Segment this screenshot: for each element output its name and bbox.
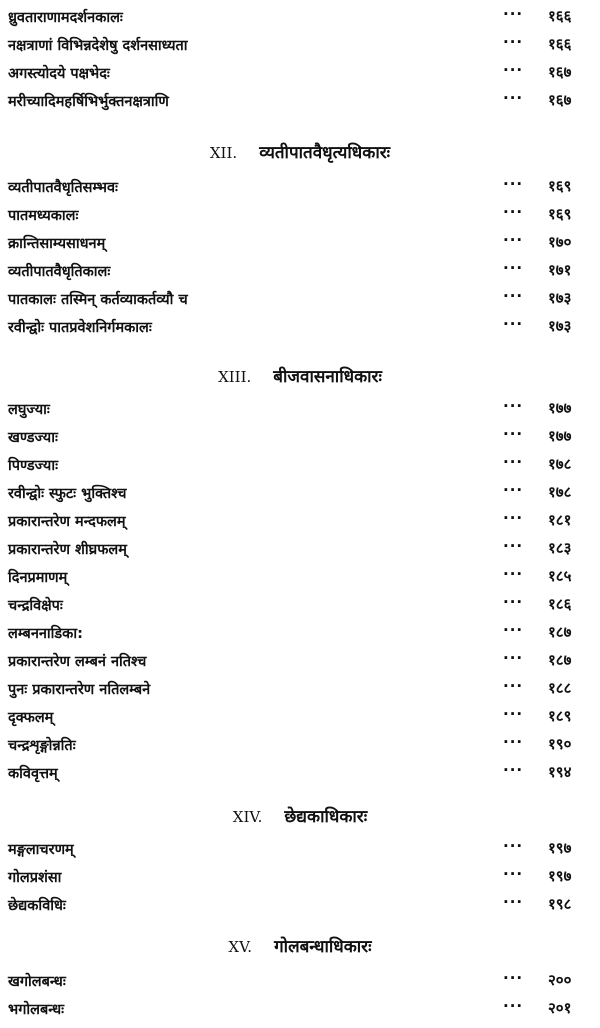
toc-entry (0, 892, 600, 920)
toc-entry (0, 508, 600, 536)
page-number: १७३ (548, 289, 572, 307)
leader-dots: ··· (503, 733, 524, 751)
page-number: १७३ (548, 317, 572, 335)
toc-entry (0, 258, 600, 286)
entry-title: लम्बननाडिका: (8, 626, 83, 642)
toc-section-xiv (0, 836, 600, 920)
toc-section-xii (0, 174, 600, 342)
entry-title: अगस्त्योदये पक्षभेदः (8, 66, 110, 82)
leader-dots: ··· (503, 425, 524, 443)
page-number: १८८ (548, 679, 572, 697)
toc-entry (0, 592, 600, 620)
toc-entry (0, 536, 600, 564)
entry-title: क्रान्तिसाम्यसाधनम् (8, 236, 106, 252)
leader-dots: ··· (503, 453, 524, 471)
page-number: १६७ (548, 91, 572, 109)
page-number: १६६ (548, 7, 572, 25)
leader-dots: ··· (503, 893, 524, 911)
toc-entry (0, 676, 600, 704)
entry-title: भगोलबन्धः (8, 1002, 65, 1018)
leader-dots: ··· (503, 231, 524, 249)
entry-title: व्यतीपातवैधृतिकालः (8, 264, 111, 280)
leader-dots: ··· (503, 481, 524, 499)
entry-title: कविवृत्तम् (8, 766, 58, 782)
leader-dots: ··· (503, 175, 524, 193)
toc-entry (0, 864, 600, 892)
entry-title: रवीन्द्वोः पातप्रवेशनिर्गमकालः (8, 320, 152, 336)
toc-entry (0, 996, 600, 1024)
toc-entry (0, 452, 600, 480)
page-number: १९७ (548, 867, 572, 885)
page-number: १६६ (548, 35, 572, 53)
entry-title: मरीच्यादिमहर्षिभिर्भुक्तनक्षत्राणि (8, 94, 169, 110)
entry-title: छेद्यकविधिः (8, 898, 66, 914)
page-number: १६९ (548, 205, 572, 223)
toc-entry (0, 32, 600, 60)
chapter-title: गोलबन्धाधिकारः (274, 937, 372, 957)
entry-title: खगोलबन्धः (8, 974, 66, 990)
chapter-number: XV. (228, 938, 253, 956)
chapter-number: XIII. (218, 368, 252, 386)
leader-dots: ··· (503, 649, 524, 667)
leader-dots: ··· (503, 565, 524, 583)
toc-entry (0, 836, 600, 864)
toc-entry (0, 88, 600, 116)
entry-title: व्यतीपातवैधृतिसम्भवः (8, 180, 118, 196)
entry-title: रवीन्द्वोः स्फुटः भुक्तिश्च (8, 486, 127, 502)
page-number: १७७ (548, 427, 572, 445)
toc-entry (0, 396, 600, 424)
chapter-heading-xv (0, 934, 600, 968)
leader-dots: ··· (503, 677, 524, 695)
leader-dots: ··· (503, 89, 524, 107)
leader-dots: ··· (503, 969, 524, 987)
leader-dots: ··· (503, 997, 524, 1015)
leader-dots: ··· (503, 315, 524, 333)
page-number: १७० (548, 233, 572, 251)
page-number: १६९ (548, 177, 572, 195)
entry-title: गोलप्रशंसा (8, 870, 62, 886)
page-number: १८७ (548, 651, 572, 669)
leader-dots: ··· (503, 259, 524, 277)
chapter-heading-xiv (0, 804, 600, 838)
toc-entry (0, 286, 600, 314)
entry-title: प्रकारान्तरेण शीघ्रफलम् (8, 542, 127, 558)
chapter-title: छेद्यकाधिकारः (284, 807, 368, 827)
toc-entry (0, 564, 600, 592)
toc-entry (0, 230, 600, 258)
leader-dots: ··· (503, 61, 524, 79)
toc-entry (0, 4, 600, 32)
chapter-title: व्यतीपातवैधृत्यधिकारः (259, 143, 391, 163)
page-number: १८१ (548, 511, 572, 529)
leader-dots: ··· (503, 865, 524, 883)
page-number: १९० (548, 735, 572, 753)
page-number: १८३ (548, 539, 572, 557)
entry-title: पुनः प्रकारान्तरेण नतिलम्बने (8, 682, 151, 698)
chapter-number: XIV. (232, 808, 263, 826)
entry-title: लघुज्याः (8, 402, 50, 418)
leader-dots: ··· (503, 287, 524, 305)
entry-title: चन्द्रशृङ्गोन्नतिः (8, 738, 76, 754)
entry-title: खण्डज्याः (8, 430, 58, 446)
leader-dots: ··· (503, 761, 524, 779)
entry-title: पातकालः तस्मिन् कर्तव्याकर्तव्यौ च (8, 292, 188, 308)
page-number: १७८ (548, 455, 572, 473)
page-number: १९८ (548, 895, 572, 913)
page-number: १८९ (548, 707, 572, 725)
toc-entry (0, 424, 600, 452)
page-number: १९४ (548, 763, 572, 781)
toc-entry (0, 480, 600, 508)
chapter-heading-xii (0, 140, 600, 174)
leader-dots: ··· (503, 509, 524, 527)
leader-dots: ··· (503, 33, 524, 51)
entry-title: प्रकारान्तरेण मन्दफलम् (8, 514, 126, 530)
toc-entry (0, 620, 600, 648)
entry-title: मङ्गलाचरणम् (8, 842, 74, 858)
entry-title: चन्द्रविक्षेपः (8, 598, 63, 614)
toc-entry (0, 174, 600, 202)
leader-dots: ··· (503, 593, 524, 611)
toc-entry (0, 648, 600, 676)
chapter-title: बीजवासनाधिकारः (273, 367, 382, 387)
leader-dots: ··· (503, 621, 524, 639)
page-number: १७७ (548, 399, 572, 417)
toc-section-xv (0, 968, 600, 1024)
leader-dots: ··· (503, 537, 524, 555)
leader-dots: ··· (503, 203, 524, 221)
entry-title: प्रकारान्तरेण लम्बनं नतिश्च (8, 654, 147, 670)
page-number: २०० (548, 971, 572, 989)
toc-entry (0, 202, 600, 230)
toc-entry (0, 314, 600, 342)
entry-title: पातमध्यकालः (8, 208, 79, 224)
leader-dots: ··· (503, 837, 524, 855)
page-number: १९७ (548, 839, 572, 857)
page-number: १७१ (548, 261, 572, 279)
leader-dots: ··· (503, 705, 524, 723)
toc-entry (0, 968, 600, 996)
toc-section-continued (0, 4, 600, 116)
page-number: १८७ (548, 623, 572, 641)
page-number: १७८ (548, 483, 572, 501)
chapter-number: XII. (209, 144, 238, 162)
page-number: १८५ (548, 567, 572, 585)
chapter-heading-xiii (0, 364, 600, 398)
toc-entry (0, 704, 600, 732)
toc-entry (0, 760, 600, 788)
entry-title: पिण्डज्याः (8, 458, 59, 474)
leader-dots: ··· (503, 5, 524, 23)
page-number: १८६ (548, 595, 572, 613)
entry-title: नक्षत्राणां विभिन्नदेशेषु दर्शनसाध्यता (8, 38, 188, 54)
toc-entry (0, 60, 600, 88)
toc-section-xiii (0, 396, 600, 788)
entry-title: ध्रुवताराणामदर्शनकालः (8, 10, 123, 26)
toc-entry (0, 732, 600, 760)
page-number: १६७ (548, 63, 572, 81)
leader-dots: ··· (503, 397, 524, 415)
entry-title: दृक्फलम् (8, 710, 54, 726)
entry-title: दिनप्रमाणम् (8, 570, 68, 586)
page-number: २०१ (548, 999, 572, 1017)
